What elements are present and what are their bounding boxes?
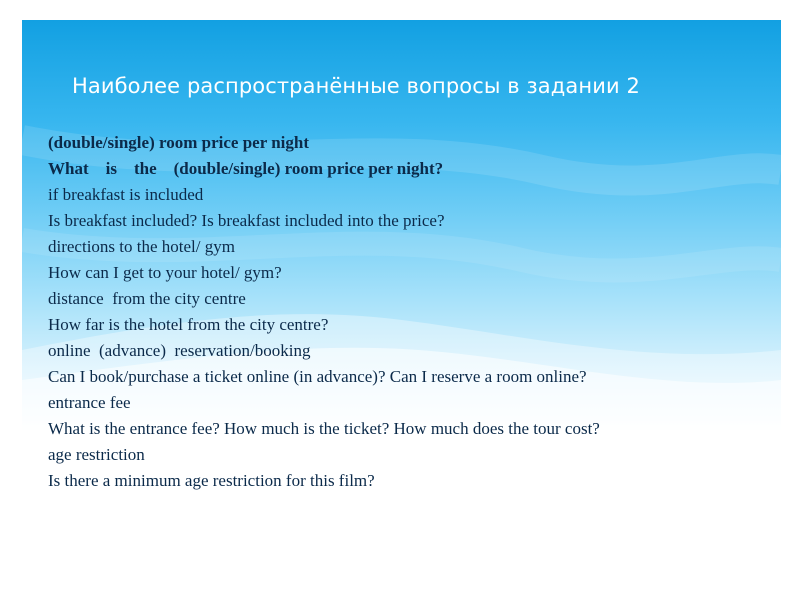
text-line: Is there a minimum age restriction for this film?	[48, 471, 375, 490]
slide-title: Наиболее распространённые вопросы в задании 2	[72, 74, 640, 98]
text-line: Can I book/purchase a ticket online (in advance)? Can I reserve a room online?	[48, 367, 587, 386]
text-line: age restriction	[48, 445, 145, 464]
text-line: if breakfast is included	[48, 185, 204, 204]
text-line: online (advance) reservation/booking	[48, 341, 311, 360]
text-line: How can I get to your hotel/ gym?	[48, 263, 282, 282]
text-line: entrance fee	[48, 393, 131, 412]
text-line: (double/single) room price per night	[48, 133, 309, 152]
text-line: What is the (double/single) room price per night?	[48, 159, 444, 178]
text-line: distance from the city centre	[48, 289, 246, 308]
slide-body	[48, 130, 764, 494]
text-line: How far is the hotel from the city centre?	[48, 315, 329, 334]
text-line: Is breakfast included? Is breakfast included into the price?	[48, 211, 445, 230]
text-line: What is the entrance fee? How much is the ticket? How much does the tour cost?	[48, 419, 600, 438]
text-line: directions to the hotel/ gym	[48, 237, 235, 256]
